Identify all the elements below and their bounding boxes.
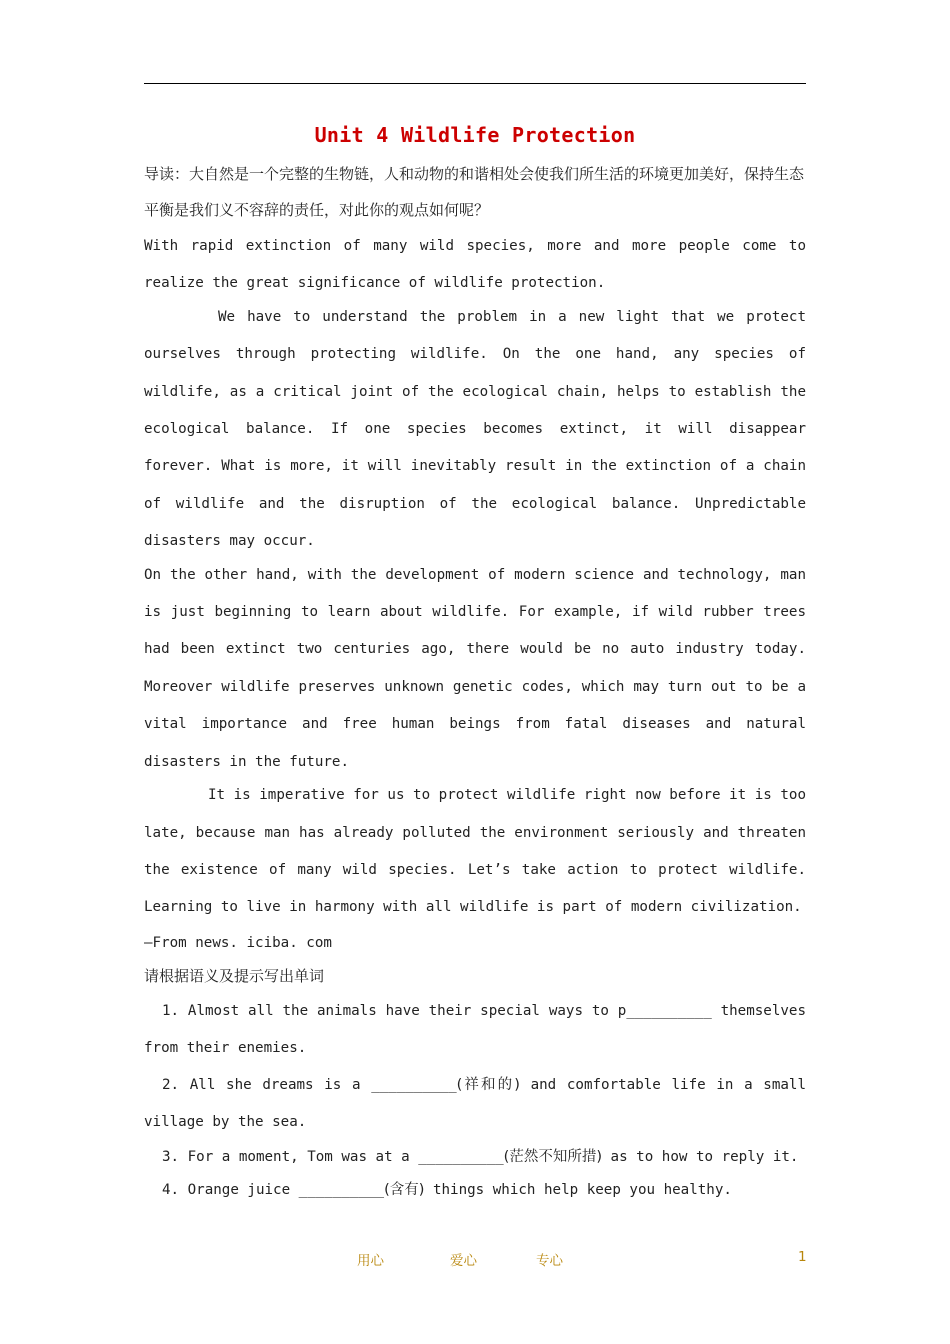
question-text-end: and comfortable life in a small village by the sea. xyxy=(144,1076,806,1130)
question-text: 1. Almost all the animals have their special ways to p__________ themselves from their enemies. xyxy=(144,1002,806,1056)
question-hint: (茫然不知所措) xyxy=(503,1148,602,1165)
question-hint: (含有) xyxy=(384,1181,425,1198)
paragraph-3: On the other hand, with the development of modern science and technology, man is just beginning to learn about wildlife. For example, if wild rubber trees had been extinct two centuries ago, there would be no auto industry today. Moreover wildlife preserves unknown genetic codes, which may turn out to be a vital importance and free human beings from fatal diseases and natural disasters in the future. xyxy=(144,566,806,770)
question-4 xyxy=(144,1174,806,1207)
question-hint: (祥和的) xyxy=(456,1076,520,1093)
intro-text: 导读：大自然是一个完整的生物链，人和动物的和谐相处会使我们所生活的环境更加美好，保持生态平衡是我们义不容辞的责任，对此你的观点如何呢？ xyxy=(144,165,805,219)
page-footer xyxy=(0,1249,950,1269)
document-body xyxy=(144,156,806,1207)
question-text: 4. Orange juice __________ xyxy=(162,1181,385,1198)
question-2 xyxy=(144,1067,806,1141)
question-3 xyxy=(144,1141,806,1174)
paragraph-2: We have to understand the problem in a new light that we protect ourselves through protecting wildlife. On the one hand, any species of wildlife, as a critical joint of the ecological chain, helps to establish the ecological balance. If one species becomes extinct, it will disappear forever. What is more, it will inevitably result in the extinction of a chain of wildlife and the disruption of the ecological balance. Unpredictable disasters may occur. xyxy=(144,308,806,550)
page-number: 1 xyxy=(798,1249,807,1265)
question-text: 3. For a moment, Tom was at a __________ xyxy=(162,1148,504,1165)
source-line: —From news. iciba. com xyxy=(144,934,332,951)
question-text-end: things which help keep you healthy. xyxy=(424,1181,732,1198)
footer-left: 用心 xyxy=(357,1253,384,1269)
question-text: 2. All she dreams is a __________ xyxy=(162,1076,457,1093)
header-rule xyxy=(144,83,806,84)
footer-right: 专心 xyxy=(536,1253,563,1269)
footer-middle: 爱心 xyxy=(450,1253,477,1269)
paragraph-1: With rapid extinction of many wild species, more and more people come to realize the great significance of wildlife protection. xyxy=(144,238,806,292)
question-1 xyxy=(144,993,806,1067)
question-text-end: as to how to reply it. xyxy=(602,1148,799,1165)
document-title: Unit 4 Wildlife Protection xyxy=(314,123,636,147)
exercise-heading: 请根据语义及提示写出单词 xyxy=(144,966,325,985)
paragraph-4: It is imperative for us to protect wildlife right now before it is too late, because man has already polluted the environment seriously and threaten the existence of many wild species. Let’s take action to protect wildlife. Learning to live in harmony with all wildlife is part of modern civilization. xyxy=(144,787,806,916)
